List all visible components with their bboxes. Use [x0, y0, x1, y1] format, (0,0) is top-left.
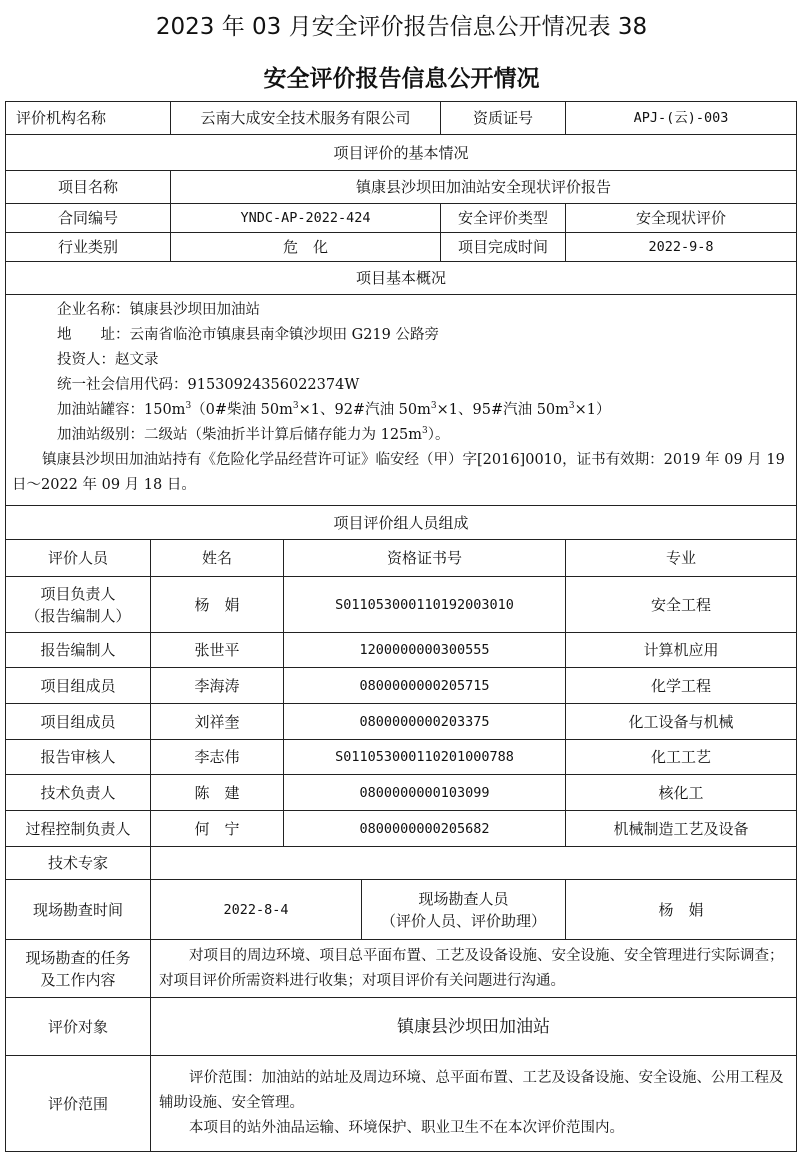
- member-role: 项目负责人 （报告编制人）: [6, 577, 151, 632]
- project-name-value: 镇康县沙坝田加油站安全现状评价报告: [355, 178, 611, 196]
- tank-text-b: （0#柴油 50m: [191, 402, 293, 418]
- eval-type-label: 安全评价类型: [441, 204, 566, 232]
- project-name-label: 项目名称: [6, 171, 171, 203]
- site-time-value: 2022-8-4: [151, 880, 362, 939]
- scope-paragraph-2: 本项目的站外油品运输、环境保护、职业卫生不在本次评价范围内。: [189, 1120, 624, 1136]
- org-label: 评价机构名称: [6, 102, 171, 134]
- member-major: 计算机应用: [643, 641, 719, 659]
- basic-section-row: [6, 135, 796, 171]
- team-section-title: 项目评价组人员组成: [333, 513, 469, 532]
- investor-line: 投资人：赵文录: [57, 352, 159, 368]
- tank-text-d: ×1、95#汽油 50m: [436, 402, 569, 418]
- contract-label: 合同编号: [6, 204, 171, 232]
- col-header-major: 专业: [665, 549, 696, 567]
- col-header-role: 评价人员: [6, 540, 151, 576]
- expert-value: [151, 847, 796, 879]
- scope-text: [159, 1066, 788, 1141]
- overview-text: [12, 298, 790, 498]
- tank-text-c: ×1、92#汽油 50m: [298, 402, 431, 418]
- member-name: 李海涛: [151, 668, 284, 703]
- site-task-row: [6, 940, 796, 998]
- level-text-a: 加油站级别：二级站（柴油折半计算后储存能力为 125m: [57, 427, 423, 443]
- member-role: 技术负责人: [6, 775, 151, 810]
- scope-cell: [151, 1056, 796, 1151]
- member-role: 项目组成员: [6, 668, 151, 703]
- table-row: [6, 740, 796, 775]
- credit-code-line: 统一社会信用代码：91530924356022374W: [57, 377, 360, 393]
- team-section-row: [6, 506, 796, 540]
- org-row: [6, 102, 796, 135]
- member-cert: 0800000000103099: [284, 775, 566, 810]
- basic-section-title: 项目评价的基本情况: [333, 143, 469, 162]
- license-paragraph: 镇康县沙坝田加油站持有《危险化学品经营许可证》临安经（甲）字[2016]0010，证书有效期：2019 年 09 月 19 日～2022 年 09 月 18 日。: [12, 452, 785, 493]
- tank-text-a: 加油站罐容：150m: [57, 402, 186, 418]
- done-time-label: 项目完成时间: [441, 233, 566, 261]
- tank-text-e: ×1）: [574, 402, 611, 418]
- cert-value: APJ-(云)-003: [633, 110, 729, 126]
- station-level-line: [12, 423, 790, 448]
- member-name: 张世平: [151, 633, 284, 667]
- member-cert: S011053000110192003010: [284, 577, 566, 632]
- member-major: 化工设备与机械: [628, 712, 734, 731]
- table-row: [6, 775, 796, 811]
- table-row: [6, 633, 796, 668]
- table-row: [6, 811, 796, 847]
- site-task-value: 对项目的周边环境、项目总平面布置、工艺及设备设施、安全设施、安全管理进行实际调查；对项目评价所需资料进行收集；对项目评价有关问题进行沟通。: [159, 947, 784, 989]
- site-staff-label: 现场勘查人员 （评价人员、评价助理）: [362, 880, 566, 939]
- cubic-sup: 3: [185, 401, 192, 412]
- member-name: 杨 娟: [151, 577, 284, 632]
- member-role: 报告审核人: [6, 740, 151, 774]
- member-role: 报告编制人: [6, 633, 151, 667]
- org-name: 云南大成安全技术服务有限公司: [171, 102, 441, 134]
- member-role: 过程控制负责人: [6, 811, 151, 846]
- member-cert: 1200000000300555: [284, 633, 566, 667]
- member-name: 何 宁: [151, 811, 284, 846]
- expert-label: 技术专家: [6, 847, 151, 879]
- scope-label: 评价范围: [6, 1056, 151, 1151]
- industry-row: [6, 233, 796, 262]
- contract-value: YNDC-AP-2022-424: [171, 204, 441, 232]
- site-task-cell: [151, 940, 796, 997]
- member-cert: 0800000000203375: [284, 704, 566, 739]
- member-major: 机械制造工艺及设备: [613, 819, 749, 838]
- document-subtitle: 安全评价报告信息公开情况: [263, 66, 540, 92]
- team-header-row: [6, 540, 796, 577]
- address-line: 地 址：云南省临沧市镇康县南伞镇沙坝田 G219 公路旁: [57, 327, 439, 343]
- member-name: 李志伟: [151, 740, 284, 774]
- col-header-cert: 资格证书号: [284, 540, 566, 576]
- contract-row: [6, 204, 796, 233]
- member-major: 化学工程: [650, 676, 711, 695]
- tank-capacity-line: [12, 398, 790, 423]
- company-line: 企业名称：镇康县沙坝田加油站: [57, 302, 260, 318]
- member-name: 刘祥奎: [151, 704, 284, 739]
- table-row: [6, 577, 796, 633]
- level-text-b: ）。: [427, 427, 450, 443]
- overview-block: [6, 295, 796, 506]
- member-name: 陈 建: [151, 775, 284, 810]
- done-time-value: 2022-9-8: [648, 239, 714, 255]
- industry-label: 行业类别: [6, 233, 171, 261]
- expert-row: [6, 847, 796, 880]
- member-cert: 0800000000205715: [284, 668, 566, 703]
- site-task-label: 现场勘查的任务 及工作内容: [6, 940, 151, 997]
- industry-value: 危 化: [171, 233, 441, 261]
- member-cert: S011053000110201000788: [284, 740, 566, 774]
- member-major: 安全工程: [650, 595, 711, 614]
- member-role: 项目组成员: [6, 704, 151, 739]
- cubic-sup: 3: [292, 401, 299, 412]
- cubic-sup: 3: [430, 401, 437, 412]
- member-cert: 0800000000205682: [284, 811, 566, 846]
- member-major: 化工工艺: [650, 748, 711, 766]
- target-row: [6, 998, 796, 1056]
- target-value: 镇康县沙坝田加油站: [397, 1016, 550, 1037]
- cert-label: 资质证号: [441, 102, 566, 134]
- cubic-sup: 3: [568, 401, 575, 412]
- overview-section-title: 项目基本概况: [355, 269, 446, 287]
- col-header-name: 姓名: [151, 540, 284, 576]
- scope-paragraph-1: 评价范围：加油站的站址及周边环境、总平面布置、工艺及设备设施、安全设施、公用工程及辅助设施、安全管理。: [159, 1070, 784, 1111]
- scope-row: [6, 1056, 796, 1151]
- eval-type-value: 安全现状评价: [635, 209, 726, 227]
- site-time-label: 现场勘查时间: [6, 880, 151, 939]
- overview-section-row: [6, 262, 796, 295]
- cubic-sup: 3: [422, 426, 428, 437]
- site-survey-row: [6, 880, 796, 940]
- document-title: 2023 年 03 月安全评价报告信息公开情况表 38: [155, 14, 648, 40]
- member-major: 核化工: [658, 783, 704, 802]
- info-table: [5, 101, 797, 1152]
- table-row: [6, 704, 796, 740]
- project-name-row: [6, 171, 796, 204]
- site-staff-value: 杨 娟: [658, 900, 704, 919]
- table-row: [6, 668, 796, 704]
- target-label: 评价对象: [6, 998, 151, 1055]
